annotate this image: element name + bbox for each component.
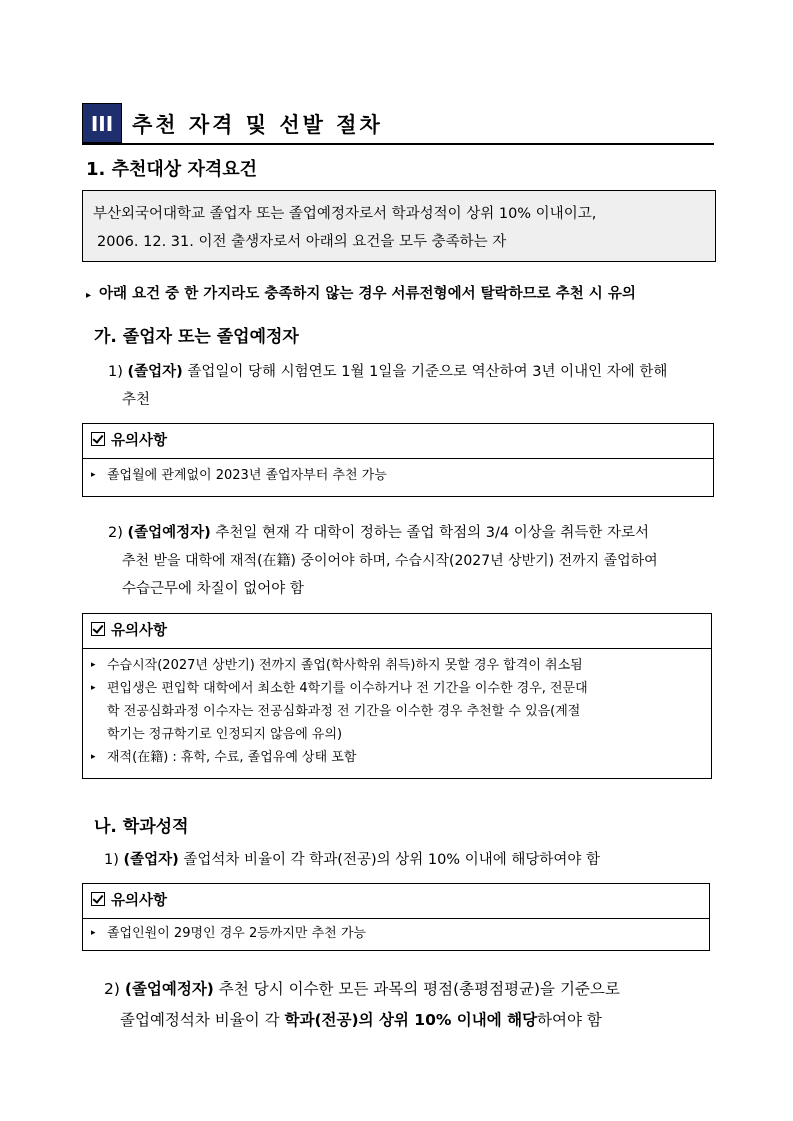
note-body	[83, 649, 711, 774]
subsection-title: 1. 추천대상 자격요건	[86, 159, 257, 180]
note-item: ▸ 재적(在籍) : 휴학, 수료, 졸업유예 상태 포함	[91, 746, 703, 769]
triangle-bullet-icon: ▸	[91, 660, 96, 670]
triangle-bullet-icon: ▸	[91, 470, 96, 480]
item-text: 졸업일이 당해 시험연도 1월 1일을 기준으로 역산하여 3년 이내인 자에 한해	[187, 364, 668, 380]
item-number: 1)	[108, 364, 123, 380]
note-item: ▸ 편입생은 편입학 대학에서 최소한 4학기를 이수하거나 전 기간을 이수한 경우, 전문대	[91, 677, 703, 700]
note-item: ▸ 졸업월에 관계없이 2023년 졸업자부터 추천 가능	[91, 464, 705, 487]
note-item-cont: 학 전공심화과정 이수자는 전공심화과정 전 기간을 이수한 경우 추천할 수 있음(계절	[107, 704, 581, 719]
na-item-1	[104, 846, 718, 874]
item-text: 추천일 현재 각 대학이 정하는 졸업 학점의 3/4 이상을 취득한 자로서	[215, 525, 650, 541]
item-label: (졸업자)	[127, 364, 183, 380]
ga-item-1	[108, 358, 718, 414]
item-label: (졸업예정자)	[127, 525, 211, 541]
note-title: 유의사항	[111, 623, 168, 639]
note-header	[83, 884, 709, 919]
item-text-cont: 추천 받을 대학에 재적(在籍) 중이어야 하며, 수습시작(2027년 상반기) 전까지 졸업하여	[122, 553, 658, 569]
summary-box	[82, 190, 716, 262]
section-title: 추천 자격 및 선발 절차	[132, 113, 383, 137]
note-item: ▸ 졸업인원이 29명인 경우 2등까지만 추천 가능	[91, 922, 701, 945]
item-label: (졸업예정자)	[124, 980, 214, 998]
checkbox-icon	[91, 622, 105, 636]
section-number: III	[82, 103, 122, 143]
triangle-bullet-icon: ▸	[91, 928, 96, 938]
checkbox-icon	[91, 432, 105, 446]
item-text-cont: 추천	[122, 392, 151, 408]
warning-line	[86, 282, 636, 303]
triangle-bullet-icon: ▸	[91, 683, 96, 693]
item-text-cont: 수습근무에 차질이 없어야 함	[122, 581, 304, 597]
summary-line-2: 2006. 12. 31. 이전 출생자로서 아래의 요건을 모두 충족하는 자	[97, 234, 507, 250]
triangle-bullet-icon: ▸	[86, 290, 92, 301]
note-box-2	[82, 613, 712, 779]
warning-text: 아래 요건 중 한 가지라도 충족하지 않는 경우 서류전형에서 탈락하므로 추천 시 유의	[99, 286, 636, 302]
checkbox-icon	[91, 892, 105, 906]
note-item-cont: 학기는 정규학기로 인정되지 않음에 유의)	[107, 727, 343, 742]
emphasis-text: 학과(전공)의 상위 10% 이내에 해당	[284, 1011, 538, 1029]
item-number: 1)	[104, 852, 119, 868]
section-header	[82, 103, 714, 145]
note-body	[83, 919, 709, 950]
na-title: 나. 학과성적	[94, 817, 189, 837]
note-title: 유의사항	[111, 893, 168, 909]
note-body	[83, 459, 713, 492]
item-number: 2)	[104, 980, 120, 998]
item-text: 졸업석차 비율이 각 학과(전공)의 상위 10% 이내에 해당하여야 함	[183, 852, 600, 868]
item-label: (졸업자)	[123, 852, 179, 868]
note-box-3	[82, 883, 710, 951]
section-divider	[82, 143, 714, 145]
note-title: 유의사항	[111, 433, 168, 449]
summary-line-1: 부산외국어대학교 졸업자 또는 졸업예정자로서 학과성적이 상위 10% 이내이고,	[93, 206, 597, 222]
note-header	[83, 424, 713, 459]
item-text: 추천 당시 이수한 모든 과목의 평점(총평점평균)을 기준으로	[218, 980, 620, 998]
item-number: 2)	[108, 525, 123, 541]
na-item-2	[104, 974, 720, 1036]
note-box-1	[82, 423, 714, 497]
note-item: ▸ 수습시작(2027년 상반기) 전까지 졸업(학사학위 취득)하지 못할 경우 합격이 취소됨	[91, 654, 703, 677]
ga-title: 가. 졸업자 또는 졸업예정자	[94, 327, 299, 347]
triangle-bullet-icon: ▸	[91, 752, 96, 762]
ga-item-2	[108, 519, 720, 603]
item-text-cont: 졸업예정석차 비율이 각 학과(전공)의 상위 10% 이내에 해당하여야 함	[120, 1011, 602, 1029]
note-header	[83, 614, 711, 649]
